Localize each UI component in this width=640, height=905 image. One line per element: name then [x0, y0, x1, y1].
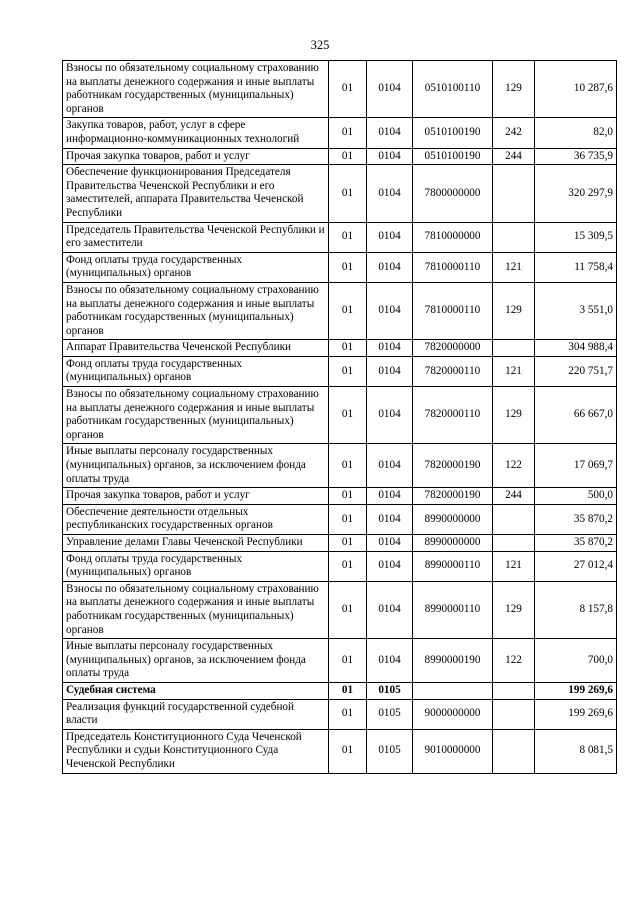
table-row [63, 699, 617, 729]
row-expense-type [493, 222, 535, 252]
row-section-code: 01 [329, 148, 367, 165]
row-section-code: 01 [329, 444, 367, 488]
row-name: Иные выплаты персоналу государственных (муниципальных) органов, за исключением фонда оплаты труда [63, 444, 329, 488]
table-row [63, 222, 617, 252]
row-subsection-code: 0104 [367, 282, 413, 339]
row-section-code: 01 [329, 165, 367, 222]
row-amount: 700,0 [535, 639, 617, 683]
row-expense-type [493, 699, 535, 729]
row-target-article: 7820000110 [413, 356, 493, 386]
row-expense-type: 122 [493, 639, 535, 683]
row-amount: 11 758,4 [535, 252, 617, 282]
row-name: Прочая закупка товаров, работ и услуг [63, 148, 329, 165]
row-target-article: 7810000110 [413, 252, 493, 282]
row-name: Обеспечение деятельности отдельных республиканских государственных органов [63, 504, 329, 534]
row-name: Аппарат Правительства Чеченской Республики [63, 340, 329, 357]
table-row [63, 252, 617, 282]
row-target-article [413, 682, 493, 699]
table-row [63, 551, 617, 581]
row-expense-type [493, 729, 535, 773]
row-expense-type [493, 535, 535, 552]
row-target-article: 0510100190 [413, 148, 493, 165]
row-name: Фонд оплаты труда государственных (муниципальных) органов [63, 252, 329, 282]
row-section-code: 01 [329, 282, 367, 339]
row-amount: 304 988,4 [535, 340, 617, 357]
row-subsection-code: 0104 [367, 581, 413, 638]
row-subsection-code: 0104 [367, 148, 413, 165]
row-subsection-code: 0104 [367, 356, 413, 386]
row-amount: 15 309,5 [535, 222, 617, 252]
row-target-article: 8990000000 [413, 504, 493, 534]
row-section-code: 01 [329, 387, 367, 444]
row-amount: 35 870,2 [535, 535, 617, 552]
row-target-article: 7820000000 [413, 340, 493, 357]
row-amount: 199 269,6 [535, 682, 617, 699]
row-amount: 35 870,2 [535, 504, 617, 534]
row-name: Обеспечение функционирования Председателя Правительства Чеченской Республики и его заместителей, аппарата Правительства Чеченской Республики [63, 165, 329, 222]
table-row [63, 165, 617, 222]
row-subsection-code: 0104 [367, 639, 413, 683]
row-name: Взносы по обязательному социальному страхованию на выплаты денежного содержания и иные выплаты работникам государственных (муниципальных) органов [63, 581, 329, 638]
row-amount: 8 081,5 [535, 729, 617, 773]
row-subsection-code: 0104 [367, 535, 413, 552]
row-name: Председатель Правительства Чеченской Республики и его заместители [63, 222, 329, 252]
row-target-article: 0510100110 [413, 61, 493, 118]
row-name: Реализация функций государственной судебной власти [63, 699, 329, 729]
table-row [63, 729, 617, 773]
row-section-code: 01 [329, 551, 367, 581]
row-section-code: 01 [329, 699, 367, 729]
row-section-code: 01 [329, 639, 367, 683]
row-subsection-code: 0104 [367, 551, 413, 581]
row-subsection-code: 0105 [367, 682, 413, 699]
row-target-article: 8990000000 [413, 535, 493, 552]
row-target-article: 9000000000 [413, 699, 493, 729]
table-row [63, 639, 617, 683]
row-target-article: 7820000110 [413, 387, 493, 444]
row-name: Фонд оплаты труда государственных (муниципальных) органов [63, 551, 329, 581]
row-amount: 500,0 [535, 488, 617, 505]
row-name: Взносы по обязательному социальному страхованию на выплаты денежного содержания и иные выплаты работникам государственных (муниципальных) органов [63, 282, 329, 339]
row-amount: 82,0 [535, 118, 617, 148]
row-section-code: 01 [329, 61, 367, 118]
row-section-code: 01 [329, 682, 367, 699]
row-amount: 199 269,6 [535, 699, 617, 729]
row-expense-type [493, 340, 535, 357]
row-section-code: 01 [329, 488, 367, 505]
row-expense-type [493, 682, 535, 699]
row-target-article: 7810000000 [413, 222, 493, 252]
row-amount: 66 667,0 [535, 387, 617, 444]
row-name: Председатель Конституционного Суда Чеченской Республики и судьи Конституционного Суда Чеченской Республики [63, 729, 329, 773]
row-target-article: 8990000110 [413, 581, 493, 638]
row-expense-type: 129 [493, 61, 535, 118]
table-row [63, 61, 617, 118]
row-expense-type: 121 [493, 551, 535, 581]
row-target-article: 7800000000 [413, 165, 493, 222]
row-section-code: 01 [329, 340, 367, 357]
row-target-article: 9010000000 [413, 729, 493, 773]
row-subsection-code: 0104 [367, 61, 413, 118]
table-row [63, 356, 617, 386]
row-section-code: 01 [329, 356, 367, 386]
row-expense-type: 121 [493, 252, 535, 282]
page-number: 325 [310, 38, 330, 52]
row-expense-type: 129 [493, 282, 535, 339]
row-expense-type: 242 [493, 118, 535, 148]
row-name: Иные выплаты персоналу государственных (муниципальных) органов, за исключением фонда оплаты труда [63, 639, 329, 683]
table-row [63, 118, 617, 148]
row-section-code: 01 [329, 581, 367, 638]
row-amount: 27 012,4 [535, 551, 617, 581]
row-subsection-code: 0104 [367, 165, 413, 222]
row-amount: 220 751,7 [535, 356, 617, 386]
row-expense-type: 129 [493, 387, 535, 444]
row-subsection-code: 0104 [367, 252, 413, 282]
row-target-article: 7820000190 [413, 488, 493, 505]
row-name: Управление делами Главы Чеченской Республики [63, 535, 329, 552]
row-subsection-code: 0105 [367, 699, 413, 729]
row-expense-type: 129 [493, 581, 535, 638]
row-name: Судебная система [63, 682, 329, 699]
table-row [63, 504, 617, 534]
row-subsection-code: 0104 [367, 340, 413, 357]
row-expense-type [493, 504, 535, 534]
table-row [63, 340, 617, 357]
row-section-code: 01 [329, 729, 367, 773]
row-amount: 320 297,9 [535, 165, 617, 222]
row-expense-type: 244 [493, 488, 535, 505]
row-amount: 10 287,6 [535, 61, 617, 118]
row-target-article: 7820000190 [413, 444, 493, 488]
table-row [63, 535, 617, 552]
row-amount: 3 551,0 [535, 282, 617, 339]
row-expense-type: 121 [493, 356, 535, 386]
row-amount: 8 157,8 [535, 581, 617, 638]
row-section-code: 01 [329, 118, 367, 148]
budget-table-body [63, 61, 617, 774]
row-target-article: 8990000190 [413, 639, 493, 683]
row-expense-type [493, 165, 535, 222]
row-name: Закупка товаров, работ, услуг в сфере информационно-коммуникационных технологий [63, 118, 329, 148]
row-target-article: 7810000110 [413, 282, 493, 339]
table-row [63, 444, 617, 488]
row-target-article: 0510100190 [413, 118, 493, 148]
table-row [63, 581, 617, 638]
row-name: Взносы по обязательному социальному страхованию на выплаты денежного содержания и иные выплаты работникам государственных (муниципальных) органов [63, 387, 329, 444]
table-row [63, 282, 617, 339]
row-target-article: 8990000110 [413, 551, 493, 581]
row-name: Фонд оплаты труда государственных (муниципальных) органов [63, 356, 329, 386]
table-row [63, 148, 617, 165]
row-subsection-code: 0104 [367, 488, 413, 505]
row-section-code: 01 [329, 504, 367, 534]
table-row [63, 387, 617, 444]
row-subsection-code: 0104 [367, 504, 413, 534]
row-name: Прочая закупка товаров, работ и услуг [63, 488, 329, 505]
table-row [63, 682, 617, 699]
budget-table [62, 60, 617, 774]
row-subsection-code: 0104 [367, 444, 413, 488]
row-section-code: 01 [329, 535, 367, 552]
row-section-code: 01 [329, 222, 367, 252]
row-amount: 17 069,7 [535, 444, 617, 488]
row-expense-type: 122 [493, 444, 535, 488]
row-subsection-code: 0104 [367, 118, 413, 148]
row-name: Взносы по обязательному социальному страхованию на выплаты денежного содержания и иные выплаты работникам государственных (муниципальных) органов [63, 61, 329, 118]
table-row [63, 488, 617, 505]
row-section-code: 01 [329, 252, 367, 282]
row-subsection-code: 0105 [367, 729, 413, 773]
row-amount: 36 735,9 [535, 148, 617, 165]
row-subsection-code: 0104 [367, 222, 413, 252]
row-subsection-code: 0104 [367, 387, 413, 444]
row-expense-type: 244 [493, 148, 535, 165]
